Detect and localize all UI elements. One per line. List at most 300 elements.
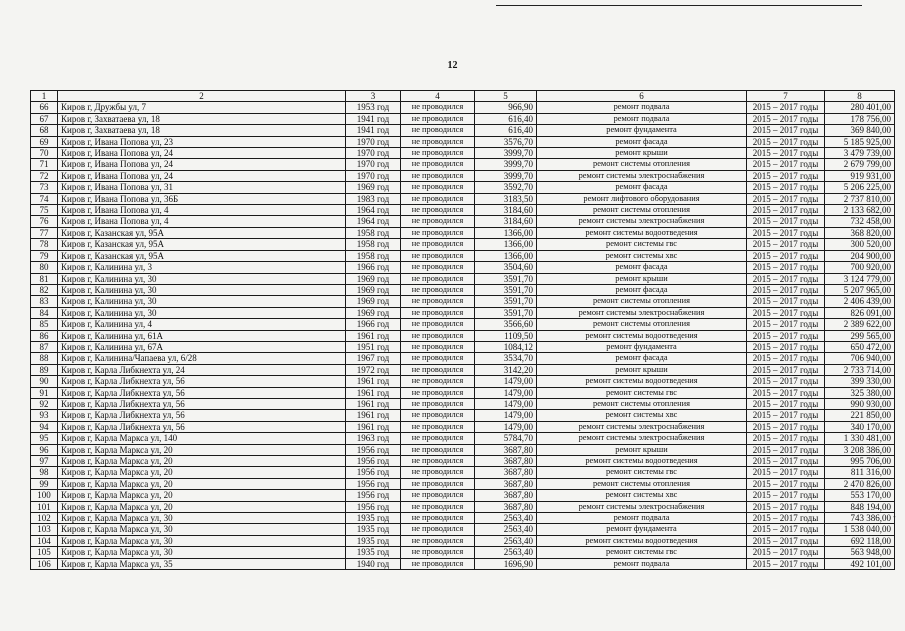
repair-period-cell: 2015 – 2017 годы — [747, 182, 825, 193]
repair-cost-cell: 299 565,00 — [825, 330, 895, 341]
area-cell: 1366,00 — [475, 250, 537, 261]
construction-year-cell: 1961 год — [346, 421, 401, 432]
last-repair-status-cell: не проводился — [401, 513, 475, 524]
construction-year-cell: 1935 год — [346, 547, 401, 558]
repair-cost-cell: 848 194,00 — [825, 501, 895, 512]
repair-type-cell: ремонт фасада — [537, 262, 747, 273]
last-repair-status-cell: не проводился — [401, 456, 475, 467]
area-cell: 1479,00 — [475, 387, 537, 398]
top-rule — [496, 5, 862, 6]
repair-period-cell: 2015 – 2017 годы — [747, 433, 825, 444]
repair-type-cell: ремонт системы хвс — [537, 410, 747, 421]
construction-year-cell: 1969 год — [346, 296, 401, 307]
table-row — [31, 284, 895, 295]
repair-type-cell: ремонт подвала — [537, 113, 747, 124]
table-row — [31, 398, 895, 409]
repair-type-cell: ремонт фасада — [537, 136, 747, 147]
area-cell: 3534,70 — [475, 353, 537, 364]
repair-period-cell: 2015 – 2017 годы — [747, 113, 825, 124]
construction-year-cell: 1983 год — [346, 193, 401, 204]
repair-type-cell: ремонт фундамента — [537, 524, 747, 535]
repair-cost-cell: 2 133 682,00 — [825, 205, 895, 216]
area-cell: 1366,00 — [475, 227, 537, 238]
repair-type-cell: ремонт системы отопления — [537, 296, 747, 307]
area-cell: 3687,80 — [475, 467, 537, 478]
table-row — [31, 330, 895, 341]
address-cell: Киров г, Карла Маркса ул, 20 — [58, 501, 346, 512]
area-cell: 2563,40 — [475, 535, 537, 546]
row-number-cell: 66 — [31, 102, 58, 113]
repair-period-cell: 2015 – 2017 годы — [747, 353, 825, 364]
table-row — [31, 524, 895, 535]
repair-period-cell: 2015 – 2017 годы — [747, 102, 825, 113]
row-number-cell: 104 — [31, 535, 58, 546]
repair-type-cell: ремонт системы гвс — [537, 467, 747, 478]
last-repair-status-cell: не проводился — [401, 319, 475, 330]
last-repair-status-cell: не проводился — [401, 296, 475, 307]
table-row — [31, 182, 895, 193]
repair-type-cell: ремонт системы отопления — [537, 478, 747, 489]
repair-type-cell: ремонт крыши — [537, 444, 747, 455]
table-row — [31, 364, 895, 375]
repair-cost-cell: 706 940,00 — [825, 353, 895, 364]
row-number-cell: 69 — [31, 136, 58, 147]
repair-period-cell: 2015 – 2017 годы — [747, 387, 825, 398]
last-repair-status-cell: не проводился — [401, 467, 475, 478]
repair-cost-cell: 826 091,00 — [825, 307, 895, 318]
address-cell: Киров г, Карла Либкнехта ул, 56 — [58, 398, 346, 409]
repair-cost-cell: 2 737 810,00 — [825, 193, 895, 204]
row-number-cell: 100 — [31, 490, 58, 501]
table-row — [31, 296, 895, 307]
address-cell: Киров г, Карла Либкнехта ул, 56 — [58, 387, 346, 398]
area-cell: 3504,60 — [475, 262, 537, 273]
row-number-cell: 78 — [31, 239, 58, 250]
repair-period-cell: 2015 – 2017 годы — [747, 478, 825, 489]
repair-cost-cell: 5 185 925,00 — [825, 136, 895, 147]
row-number-cell: 93 — [31, 410, 58, 421]
repair-type-cell: ремонт системы хвс — [537, 490, 747, 501]
last-repair-status-cell: не проводился — [401, 535, 475, 546]
address-cell: Киров г, Калинина ул, 30 — [58, 296, 346, 307]
area-cell: 2563,40 — [475, 547, 537, 558]
area-cell: 3591,70 — [475, 273, 537, 284]
repair-cost-cell: 553 170,00 — [825, 490, 895, 501]
repair-period-cell: 2015 – 2017 годы — [747, 467, 825, 478]
construction-year-cell: 1958 год — [346, 250, 401, 261]
table-row — [31, 205, 895, 216]
address-cell: Киров г, Калинина ул, 30 — [58, 307, 346, 318]
row-number-cell: 94 — [31, 421, 58, 432]
table-row — [31, 387, 895, 398]
repair-period-cell: 2015 – 2017 годы — [747, 273, 825, 284]
construction-year-cell: 1956 год — [346, 501, 401, 512]
address-cell: Киров г, Дружбы ул, 7 — [58, 102, 346, 113]
construction-year-cell: 1961 год — [346, 398, 401, 409]
row-number-cell: 71 — [31, 159, 58, 170]
repair-cost-cell: 325 380,00 — [825, 387, 895, 398]
address-cell: Киров г, Карла Либкнехта ул, 56 — [58, 421, 346, 432]
row-number-cell: 70 — [31, 148, 58, 159]
repair-period-cell: 2015 – 2017 годы — [747, 341, 825, 352]
area-cell: 3591,70 — [475, 284, 537, 295]
address-cell: Киров г, Калинина/Чапаева ул, 6/28 — [58, 353, 346, 364]
row-number-cell: 73 — [31, 182, 58, 193]
repair-type-cell: ремонт системы электроснабжения — [537, 216, 747, 227]
last-repair-status-cell: не проводился — [401, 193, 475, 204]
table-row — [31, 501, 895, 512]
address-cell: Киров г, Карла Маркса ул, 20 — [58, 456, 346, 467]
area-cell: 3687,80 — [475, 456, 537, 467]
row-number-cell: 90 — [31, 376, 58, 387]
address-cell: Киров г, Ивана Попова ул, 23 — [58, 136, 346, 147]
repair-period-cell: 2015 – 2017 годы — [747, 410, 825, 421]
repair-cost-cell: 692 118,00 — [825, 535, 895, 546]
area-cell: 2563,40 — [475, 513, 537, 524]
table-row — [31, 102, 895, 113]
table-row — [31, 273, 895, 284]
row-number-cell: 92 — [31, 398, 58, 409]
area-cell: 3687,80 — [475, 444, 537, 455]
repair-type-cell: ремонт системы гвс — [537, 387, 747, 398]
column-header: 4 — [401, 91, 475, 102]
address-cell: Киров г, Калинина ул, 30 — [58, 284, 346, 295]
row-number-cell: 75 — [31, 205, 58, 216]
construction-year-cell: 1935 год — [346, 513, 401, 524]
repair-period-cell: 2015 – 2017 годы — [747, 307, 825, 318]
table-row — [31, 341, 895, 352]
construction-year-cell: 1961 год — [346, 387, 401, 398]
last-repair-status-cell: не проводился — [401, 444, 475, 455]
repair-type-cell: ремонт системы электроснабжения — [537, 421, 747, 432]
repair-period-cell: 2015 – 2017 годы — [747, 216, 825, 227]
row-number-cell: 105 — [31, 547, 58, 558]
table-row — [31, 239, 895, 250]
repair-cost-cell: 700 920,00 — [825, 262, 895, 273]
row-number-cell: 89 — [31, 364, 58, 375]
last-repair-status-cell: не проводился — [401, 478, 475, 489]
table-row — [31, 513, 895, 524]
address-cell: Киров г, Казанская ул, 95А — [58, 239, 346, 250]
row-number-cell: 106 — [31, 558, 58, 569]
repair-type-cell: ремонт крыши — [537, 148, 747, 159]
last-repair-status-cell: не проводился — [401, 227, 475, 238]
last-repair-status-cell: не проводился — [401, 205, 475, 216]
repair-period-cell: 2015 – 2017 годы — [747, 364, 825, 375]
table-body — [31, 102, 895, 570]
repair-period-cell: 2015 – 2017 годы — [747, 513, 825, 524]
last-repair-status-cell: не проводился — [401, 387, 475, 398]
repair-type-cell: ремонт системы электроснабжения — [537, 501, 747, 512]
row-number-cell: 102 — [31, 513, 58, 524]
repair-cost-cell: 3 124 779,00 — [825, 273, 895, 284]
repair-period-cell: 2015 – 2017 годы — [747, 490, 825, 501]
row-number-cell: 103 — [31, 524, 58, 535]
repair-type-cell: ремонт фундамента — [537, 341, 747, 352]
row-number-cell: 67 — [31, 113, 58, 124]
table-row — [31, 478, 895, 489]
address-cell: Киров г, Карла Маркса ул, 35 — [58, 558, 346, 569]
repair-cost-cell: 5 207 965,00 — [825, 284, 895, 295]
last-repair-status-cell: не проводился — [401, 376, 475, 387]
last-repair-status-cell: не проводился — [401, 330, 475, 341]
table-row — [31, 319, 895, 330]
repair-type-cell: ремонт системы гвс — [537, 547, 747, 558]
table-row — [31, 444, 895, 455]
area-cell: 1479,00 — [475, 410, 537, 421]
repair-period-cell: 2015 – 2017 годы — [747, 148, 825, 159]
area-cell: 3576,70 — [475, 136, 537, 147]
area-cell: 616,40 — [475, 113, 537, 124]
last-repair-status-cell: не проводился — [401, 125, 475, 136]
table-row — [31, 262, 895, 273]
repair-period-cell: 2015 – 2017 годы — [747, 136, 825, 147]
area-cell: 616,40 — [475, 125, 537, 136]
construction-year-cell: 1969 год — [346, 182, 401, 193]
repair-cost-cell: 340 170,00 — [825, 421, 895, 432]
row-number-cell: 85 — [31, 319, 58, 330]
last-repair-status-cell: не проводился — [401, 410, 475, 421]
address-cell: Киров г, Ивана Попова ул, 36Б — [58, 193, 346, 204]
area-cell: 1084,12 — [475, 341, 537, 352]
repair-period-cell: 2015 – 2017 годы — [747, 296, 825, 307]
address-cell: Киров г, Ивана Попова ул, 31 — [58, 182, 346, 193]
table-row — [31, 159, 895, 170]
construction-year-cell: 1961 год — [346, 376, 401, 387]
address-cell: Киров г, Ивана Попова ул, 4 — [58, 205, 346, 216]
area-cell: 3999,70 — [475, 170, 537, 181]
row-number-cell: 87 — [31, 341, 58, 352]
repair-type-cell: ремонт системы водоотведения — [537, 330, 747, 341]
repair-period-cell: 2015 – 2017 годы — [747, 376, 825, 387]
construction-year-cell: 1941 год — [346, 113, 401, 124]
area-cell: 3184,60 — [475, 216, 537, 227]
area-cell: 1109,50 — [475, 330, 537, 341]
area-cell: 1696,90 — [475, 558, 537, 569]
address-cell: Киров г, Карла Либкнехта ул, 24 — [58, 364, 346, 375]
repair-cost-cell: 2 679 799,00 — [825, 159, 895, 170]
last-repair-status-cell: не проводился — [401, 113, 475, 124]
row-number-cell: 97 — [31, 456, 58, 467]
row-number-cell: 80 — [31, 262, 58, 273]
row-number-cell: 74 — [31, 193, 58, 204]
construction-year-cell: 1956 год — [346, 478, 401, 489]
construction-year-cell: 1935 год — [346, 535, 401, 546]
repair-cost-cell: 990 930,00 — [825, 398, 895, 409]
column-header: 3 — [346, 91, 401, 102]
repair-type-cell: ремонт системы водоотведения — [537, 535, 747, 546]
repair-cost-cell: 811 316,00 — [825, 467, 895, 478]
repair-cost-cell: 743 386,00 — [825, 513, 895, 524]
repair-cost-cell: 1 538 040,00 — [825, 524, 895, 535]
table-row — [31, 467, 895, 478]
last-repair-status-cell: не проводился — [401, 421, 475, 432]
address-cell: Киров г, Захватаева ул, 18 — [58, 125, 346, 136]
area-cell: 3687,80 — [475, 478, 537, 489]
column-header: 1 — [31, 91, 58, 102]
row-number-cell: 86 — [31, 330, 58, 341]
repair-period-cell: 2015 – 2017 годы — [747, 250, 825, 261]
repair-type-cell: ремонт системы электроснабжения — [537, 433, 747, 444]
construction-year-cell: 1956 год — [346, 444, 401, 455]
column-header: 7 — [747, 91, 825, 102]
address-cell: Киров г, Калинина ул, 30 — [58, 273, 346, 284]
repair-cost-cell: 995 706,00 — [825, 456, 895, 467]
repair-period-cell: 2015 – 2017 годы — [747, 239, 825, 250]
last-repair-status-cell: не проводился — [401, 307, 475, 318]
area-cell: 3592,70 — [475, 182, 537, 193]
repair-period-cell: 2015 – 2017 годы — [747, 319, 825, 330]
repair-period-cell: 2015 – 2017 годы — [747, 501, 825, 512]
address-cell: Киров г, Калинина ул, 67А — [58, 341, 346, 352]
address-cell: Киров г, Ивана Попова ул, 24 — [58, 159, 346, 170]
repair-type-cell: ремонт фундамента — [537, 125, 747, 136]
address-cell: Киров г, Захватаева ул, 18 — [58, 113, 346, 124]
repair-type-cell: ремонт подвала — [537, 102, 747, 113]
area-cell: 3566,60 — [475, 319, 537, 330]
repair-type-cell: ремонт крыши — [537, 364, 747, 375]
margin-mark: - — [893, 512, 896, 521]
repair-cost-cell: 492 101,00 — [825, 558, 895, 569]
construction-year-cell: 1967 год — [346, 353, 401, 364]
repair-period-cell: 2015 – 2017 годы — [747, 262, 825, 273]
last-repair-status-cell: не проводился — [401, 136, 475, 147]
repair-type-cell: ремонт системы отопления — [537, 398, 747, 409]
address-cell: Киров г, Калинина ул, 4 — [58, 319, 346, 330]
construction-year-cell: 1966 год — [346, 319, 401, 330]
address-cell: Киров г, Казанская ул, 95А — [58, 227, 346, 238]
repair-cost-cell: 280 401,00 — [825, 102, 895, 113]
table-row — [31, 421, 895, 432]
table-row — [31, 433, 895, 444]
construction-year-cell: 1964 год — [346, 216, 401, 227]
address-cell: Киров г, Карла Маркса ул, 20 — [58, 467, 346, 478]
area-cell: 1366,00 — [475, 239, 537, 250]
repair-cost-cell: 732 458,00 — [825, 216, 895, 227]
table-row — [31, 227, 895, 238]
last-repair-status-cell: не проводился — [401, 102, 475, 113]
repair-type-cell: ремонт подвала — [537, 558, 747, 569]
row-number-cell: 101 — [31, 501, 58, 512]
last-repair-status-cell: не проводился — [401, 239, 475, 250]
repair-type-cell: ремонт системы гвс — [537, 239, 747, 250]
address-cell: Киров г, Карла Маркса ул, 20 — [58, 444, 346, 455]
area-cell: 3142,20 — [475, 364, 537, 375]
row-number-cell: 81 — [31, 273, 58, 284]
construction-year-cell: 1964 год — [346, 205, 401, 216]
row-number-cell: 72 — [31, 170, 58, 181]
column-header: 5 — [475, 91, 537, 102]
construction-year-cell: 1970 год — [346, 170, 401, 181]
row-number-cell: 88 — [31, 353, 58, 364]
area-cell: 1479,00 — [475, 421, 537, 432]
repair-period-cell: 2015 – 2017 годы — [747, 193, 825, 204]
last-repair-status-cell: не проводился — [401, 159, 475, 170]
last-repair-status-cell: не проводился — [401, 170, 475, 181]
repair-period-cell: 2015 – 2017 годы — [747, 227, 825, 238]
last-repair-status-cell: не проводился — [401, 490, 475, 501]
last-repair-status-cell: не проводился — [401, 364, 475, 375]
address-cell: Киров г, Карла Маркса ул, 30 — [58, 524, 346, 535]
table-row — [31, 490, 895, 501]
area-cell: 966,90 — [475, 102, 537, 113]
column-number-header — [31, 91, 895, 102]
capital-repair-table — [30, 90, 895, 570]
construction-year-cell: 1970 год — [346, 136, 401, 147]
column-header: 2 — [58, 91, 346, 102]
construction-year-cell: 1956 год — [346, 456, 401, 467]
repair-period-cell: 2015 – 2017 годы — [747, 456, 825, 467]
address-cell: Киров г, Ивана Попова ул, 24 — [58, 170, 346, 181]
construction-year-cell: 1961 год — [346, 330, 401, 341]
table-row — [31, 250, 895, 261]
repair-period-cell: 2015 – 2017 годы — [747, 330, 825, 341]
repair-type-cell: ремонт системы водоотведения — [537, 376, 747, 387]
table-row — [31, 136, 895, 147]
table-row — [31, 353, 895, 364]
construction-year-cell: 1970 год — [346, 148, 401, 159]
row-number-cell: 95 — [31, 433, 58, 444]
repair-cost-cell: 563 948,00 — [825, 547, 895, 558]
area-cell: 3183,50 — [475, 193, 537, 204]
last-repair-status-cell: не проводился — [401, 262, 475, 273]
construction-year-cell: 1956 год — [346, 490, 401, 501]
repair-cost-cell: 221 850,00 — [825, 410, 895, 421]
last-repair-status-cell: не проводился — [401, 341, 475, 352]
last-repair-status-cell: не проводился — [401, 250, 475, 261]
construction-year-cell: 1958 год — [346, 227, 401, 238]
repair-type-cell: ремонт системы электроснабжения — [537, 170, 747, 181]
construction-year-cell: 1958 год — [346, 239, 401, 250]
area-cell: 3999,70 — [475, 159, 537, 170]
table-row — [31, 547, 895, 558]
table-row — [31, 307, 895, 318]
repair-type-cell: ремонт фасада — [537, 284, 747, 295]
row-number-cell: 77 — [31, 227, 58, 238]
table-row — [31, 193, 895, 204]
area-cell: 3591,70 — [475, 307, 537, 318]
address-cell: Киров г, Казанская ул, 95А — [58, 250, 346, 261]
row-number-cell: 91 — [31, 387, 58, 398]
repair-period-cell: 2015 – 2017 годы — [747, 125, 825, 136]
repair-cost-cell: 204 900,00 — [825, 250, 895, 261]
repair-period-cell: 2015 – 2017 годы — [747, 398, 825, 409]
page-number: 12 — [447, 60, 458, 71]
repair-type-cell: ремонт системы водоотведения — [537, 456, 747, 467]
column-header: 8 — [825, 91, 895, 102]
last-repair-status-cell: не проводился — [401, 284, 475, 295]
table-row — [31, 148, 895, 159]
row-number-cell: 68 — [31, 125, 58, 136]
repair-type-cell: ремонт системы хвс — [537, 250, 747, 261]
address-cell: Киров г, Калинина ул, 61А — [58, 330, 346, 341]
construction-year-cell: 1963 год — [346, 433, 401, 444]
area-cell: 3999,70 — [475, 148, 537, 159]
address-cell: Киров г, Карла Либкнехта ул, 56 — [58, 376, 346, 387]
construction-year-cell: 1969 год — [346, 284, 401, 295]
repair-period-cell: 2015 – 2017 годы — [747, 284, 825, 295]
address-cell: Киров г, Ивана Попова ул, 24 — [58, 148, 346, 159]
construction-year-cell: 1969 год — [346, 307, 401, 318]
row-number-cell: 82 — [31, 284, 58, 295]
area-cell: 1479,00 — [475, 398, 537, 409]
area-cell: 3591,70 — [475, 296, 537, 307]
last-repair-status-cell: не проводился — [401, 353, 475, 364]
address-cell: Киров г, Карла Маркса ул, 30 — [58, 535, 346, 546]
address-cell: Киров г, Карла Маркса ул, 30 — [58, 547, 346, 558]
repair-type-cell: ремонт системы электроснабжения — [537, 307, 747, 318]
address-cell: Киров г, Калинина ул, 3 — [58, 262, 346, 273]
